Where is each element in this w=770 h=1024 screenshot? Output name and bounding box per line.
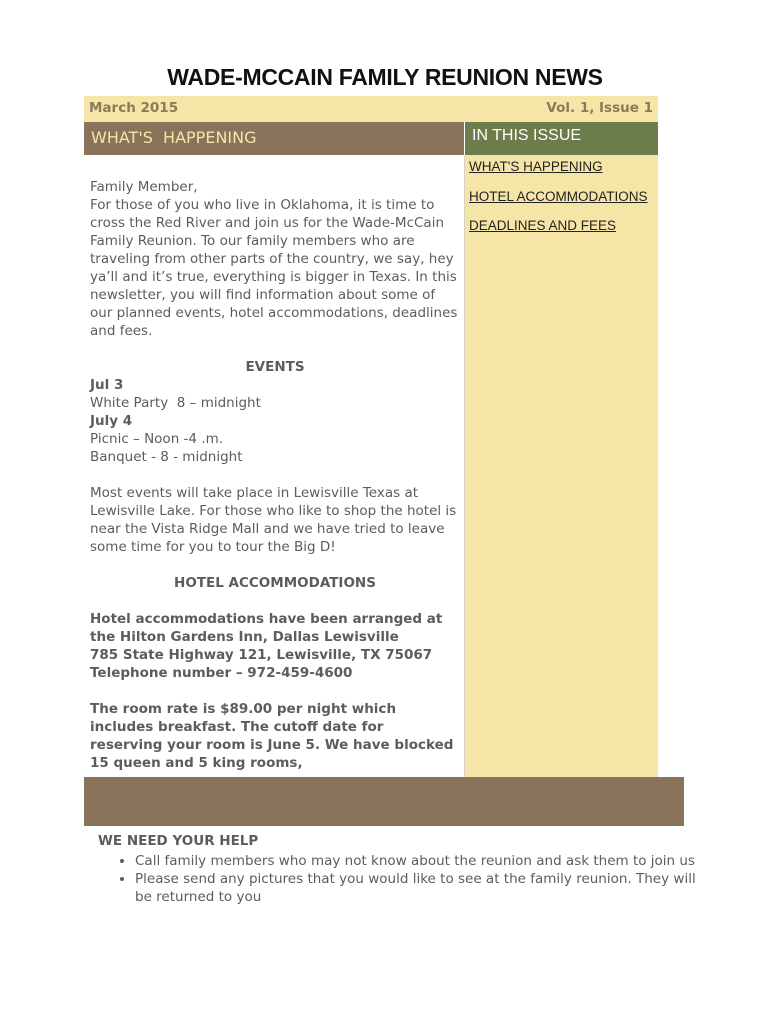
section-header: WHAT'S HAPPENING: [91, 128, 257, 147]
help-item: • Please send any pictures that you would like to see at the family reunion. They will be returned to you: [135, 870, 698, 906]
sidebar-link-whats-happening[interactable]: WHAT'S HAPPENING: [469, 159, 603, 174]
hotel-rate-paragraph: The room rate is $89.00 per night which includes breakfast. The cutoff date for reserving your room is June 5. We have blocked 15 queen and 5 king rooms,: [90, 701, 454, 771]
sidebar-header: IN THIS ISSUE: [472, 127, 582, 144]
events-heading: EVENTS: [245, 359, 305, 375]
section-header-bar: [84, 122, 464, 155]
sidebar-link-hotel-accommodations[interactable]: HOTEL ACCOMMODATIONS: [469, 189, 648, 204]
issue-number: Vol. 1, Issue 1: [546, 100, 653, 116]
event-day-2: July 4: [90, 413, 133, 429]
event-item: Picnic – Noon -4 .m.: [90, 431, 224, 447]
greeting: Family Member,: [90, 179, 198, 195]
hotel-address: 785 State Highway 121, Lewisville, TX 75067: [90, 647, 433, 663]
hotel-heading: HOTEL ACCOMMODATIONS: [174, 575, 376, 591]
hotel-line: Hotel accommodations have been arranged at the Hilton Gardens Inn, Dallas Lewisville: [90, 611, 443, 645]
intro-paragraph: For those of you who live in Oklahoma, it is time to cross the Red River and join us for the Wade-McCain Family Reunion. To our family members who are traveling from other parts of the country, we say, hey ya’ll and it’s true, everything is bigger in Texas. In this newsletter, you will find information about some of our planned events, hotel accommodations, deadlines and fees.: [90, 197, 458, 339]
newsletter-title: WADE-MCCAIN FAMILY REUNION NEWS: [167, 64, 603, 90]
help-list: [98, 852, 698, 906]
issue-date: March 2015: [89, 100, 179, 116]
footer-band: [84, 777, 684, 826]
dateline-bar: [84, 96, 658, 122]
event-day-1: Jul 3: [90, 377, 124, 393]
event-item: Banquet - 8 - midnight: [90, 449, 243, 465]
hotel-phone: Telephone number – 972-459-4600: [90, 665, 353, 681]
sidebar: [465, 155, 658, 777]
location-paragraph: Most events will take place in Lewisville Texas at Lewisville Lake. For those who like to shop the hotel is near the Vista Ridge Mall and we have tried to leave some time for you to tour the Big D!: [90, 485, 457, 555]
event-item: White Party 8 – midnight: [90, 395, 261, 411]
help-heading: WE NEED YOUR HELP: [98, 833, 259, 849]
help-item: • Call family members who may not know about the reunion and ask them to join us: [135, 852, 698, 870]
help-section: [98, 832, 698, 906]
sidebar-header-bar: [465, 122, 658, 155]
main-content: [90, 178, 460, 772]
sidebar-link-deadlines-fees[interactable]: DEADLINES AND FEES: [469, 218, 617, 233]
